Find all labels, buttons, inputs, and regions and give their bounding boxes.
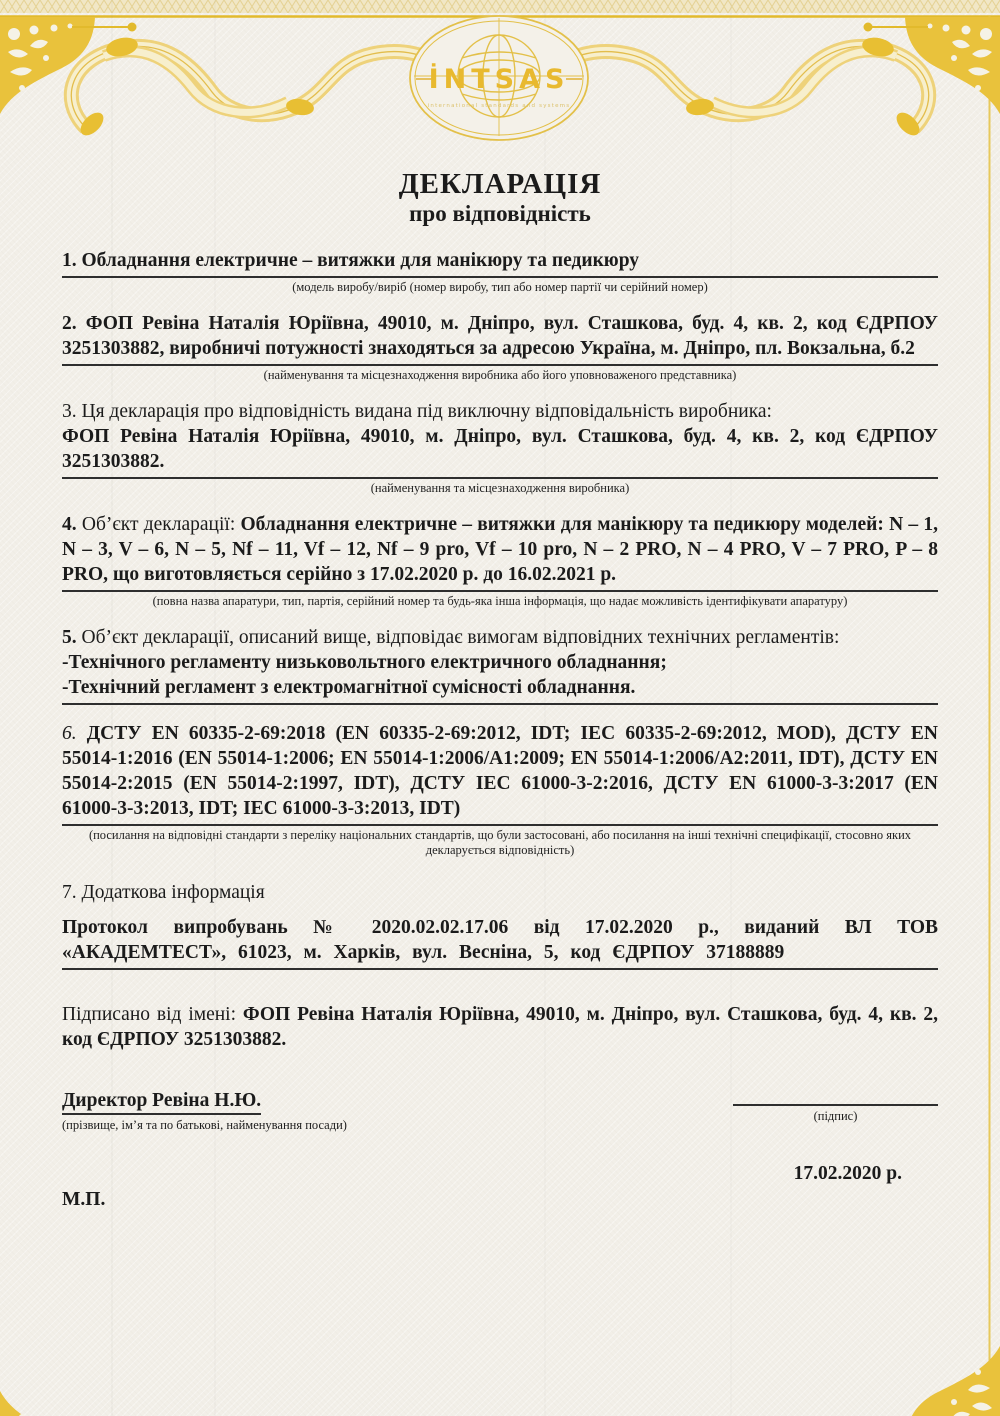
section-1-product [62, 248, 938, 295]
section-4-caption: (повна назва апаратури, тип, партія, серійний номер та будь-яка інша інформація, що надає можливість ідентифікувати апаратуру) [152, 593, 848, 608]
signature-caption: (підпис) [813, 1108, 858, 1123]
regulation-item-low-voltage: -Технічного регламенту низьковольтного електричного обладнання; [62, 651, 667, 673]
section-3-caption: (найменування та місцезнаходження виробника) [370, 480, 630, 495]
product-name: 1. Обладнання електричне – витяжки для манікюру та педикюру [62, 248, 938, 278]
document-header [62, 168, 938, 228]
section-7-additional-info [62, 880, 938, 970]
signed-label: Підписано від імені: [62, 1003, 237, 1025]
stamp-placeholder: М.П. [62, 1188, 106, 1210]
section-6-number: 6. [62, 722, 77, 744]
responsibility-statement: 3. Ця декларація про відповідність видана під виключну відповідальність виробника: [62, 400, 772, 422]
section-4-declaration-object [62, 512, 938, 609]
section-6-caption: (посилання на відповідні стандарти з переліку національних стандартів, що були застосовані, або посилання на інші технічні специфікації, стосовно яких декларується відповідність) [88, 827, 912, 857]
signature-line [733, 1104, 938, 1106]
signed-party: ФОП Ревіна Наталія Юріївна, 49010, м. Дніпро, вул. Сташкова, буд. 4, кв. 2, код ЄДРПОУ 3251303882. [62, 1003, 938, 1050]
director-caption: (прізвище, ім’я та по батькові, найменування посади) [62, 1117, 347, 1132]
logo-wordmark: İNTSAS [428, 64, 570, 95]
section-5-regulations [62, 625, 938, 705]
standards-list [62, 721, 938, 826]
additional-info-heading: 7. Додаткова інформація [62, 881, 265, 903]
regulation-item-emc: -Технічний регламент з електромагнітної сумісності обладнання. [62, 676, 636, 698]
section-2-caption: (найменування та місцезнаходження виробника або його уповноваженого представника) [263, 367, 737, 382]
signed-on-behalf [62, 1002, 938, 1052]
document-subtitle: про відповідність [409, 201, 591, 227]
section-4-models: Обладнання електричне – витяжки для манікюру та педикюру моделей: N – 1, N – 3, V – 6, N – 5, Nf – 11, Vf – 12, Nf – 9 pro, Vf – 10 pro, N – 2 PRO, N – 4 PRO, V – 7 PRO, P – 8 PRO, що виготовляється серійно з 17.02.2020 р. до 16.02.2021 р. [62, 513, 939, 585]
section-1-caption: (модель виробу/виріб (номер виробу, тип або номер партії чи серійний номер) [292, 279, 708, 294]
regulations-intro: 5. Об’єкт декларації, описаний вище, відповідає вимогам відповідних технічних регламентів: [62, 626, 840, 648]
standards-references: ДСТУ EN 60335-2-69:2018 (EN 60335-2-69:2012, IDT; IEC 60335-2-69:2012, MOD), ДСТУ EN 55014-1:2016 (EN 55014-1:2006; EN 55014-1:2006/A1:2009; EN 55014-1:2006/A2:2011, IDT), ДСТУ EN 55014-2:2015 (EN 55014-2:1997, IDT), ДСТУ IEC 61000-3-2:2016, ДСТУ EN 61000-3-3:2017 (EN 61000-3-3:2013, IDT; IEC 61000-3-3:2013, IDT) [62, 722, 938, 819]
signature-block [62, 1090, 938, 1133]
corner-ornament-bottom-right [864, 1346, 1000, 1416]
section-2-manufacturer [62, 311, 938, 383]
logo-tagline: international standards and systems [427, 103, 571, 109]
test-protocol: Протокол випробувань № 2020.02.02.17.06 від 17.02.2020 р., виданий ВЛ ТОВ «АКАДЕМТЕСТ», 61023, м. Харків, вул. Весніна, 5, код ЄДРПОУ 37188889 [62, 915, 938, 970]
section-5-number: 5. [62, 626, 77, 648]
section-3-responsibility [62, 399, 938, 496]
manufacturer-details: 2. ФОП Ревіна Наталія Юріївна, 49010, м. Дніпро, вул. Сташкова, буд. 4, кв. 2, код ЄДРПОУ 3251303882, виробничі потужності знаходяться за адресою Україна, м. Дніпро, пл. Вокзальна, б.2 [62, 311, 938, 366]
responsible-party: ФОП Ревіна Наталія Юріївна, 49010, м. Дніпро, вул. Сташкова, буд. 4, кв. 2, код ЄДРПОУ 3251303882. [62, 425, 938, 472]
director-name: Директор Ревіна Н.Ю. [62, 1090, 261, 1115]
section-4-number: 4. [62, 513, 77, 535]
document-title: ДЕКЛАРАЦІЯ [398, 168, 602, 200]
declaration-object [62, 512, 938, 592]
section-4-label: Об’єкт декларації: [81, 513, 236, 535]
section-6-standards [62, 721, 938, 858]
corner-ornament-bottom-left [0, 1391, 137, 1416]
declaration-date: 17.02.2020 р. [793, 1162, 902, 1184]
